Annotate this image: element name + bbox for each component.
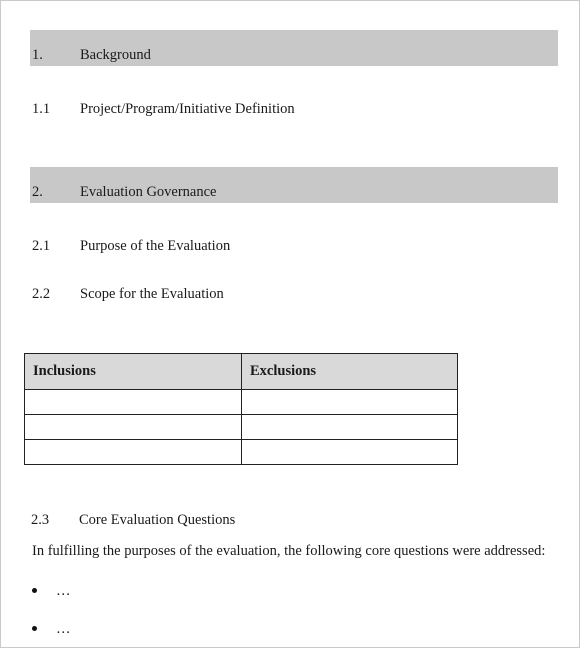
body-paragraph: In fulfilling the purposes of the evaluation, the following core questions were addressed: <box>32 543 546 559</box>
table-cell <box>242 415 458 440</box>
subsection-number: 2.2 <box>32 286 51 302</box>
table-row <box>25 440 458 465</box>
table-row <box>25 415 458 440</box>
table-header-row <box>25 354 458 390</box>
list-item-text: … <box>56 583 71 599</box>
subsection-number: 2.1 <box>32 238 51 254</box>
table-cell <box>242 390 458 415</box>
subsection-number: 2.3 <box>31 512 50 528</box>
table-cell <box>25 440 242 465</box>
table-cell <box>25 390 242 415</box>
table-row <box>25 390 458 415</box>
bullet-icon <box>32 588 37 593</box>
subsection-title: Purpose of the Evaluation <box>80 238 231 254</box>
section-title: Evaluation Governance <box>80 184 217 200</box>
table-cell <box>242 440 458 465</box>
table-header-exclusions: Exclusions <box>242 354 458 390</box>
table-header-inclusions: Inclusions <box>25 354 242 390</box>
bullet-icon <box>32 626 37 631</box>
subsection-title: Project/Program/Initiative Definition <box>80 101 295 117</box>
section-number: 2. <box>32 184 43 200</box>
table-cell <box>25 415 242 440</box>
subsection-title: Core Evaluation Questions <box>79 512 236 528</box>
scope-table <box>24 353 458 465</box>
subsection-number: 1.1 <box>32 101 51 117</box>
subsection-title: Scope for the Evaluation <box>80 286 224 302</box>
section-number: 1. <box>32 47 43 63</box>
list-item-text: … <box>56 621 71 637</box>
section-title: Background <box>80 47 151 63</box>
